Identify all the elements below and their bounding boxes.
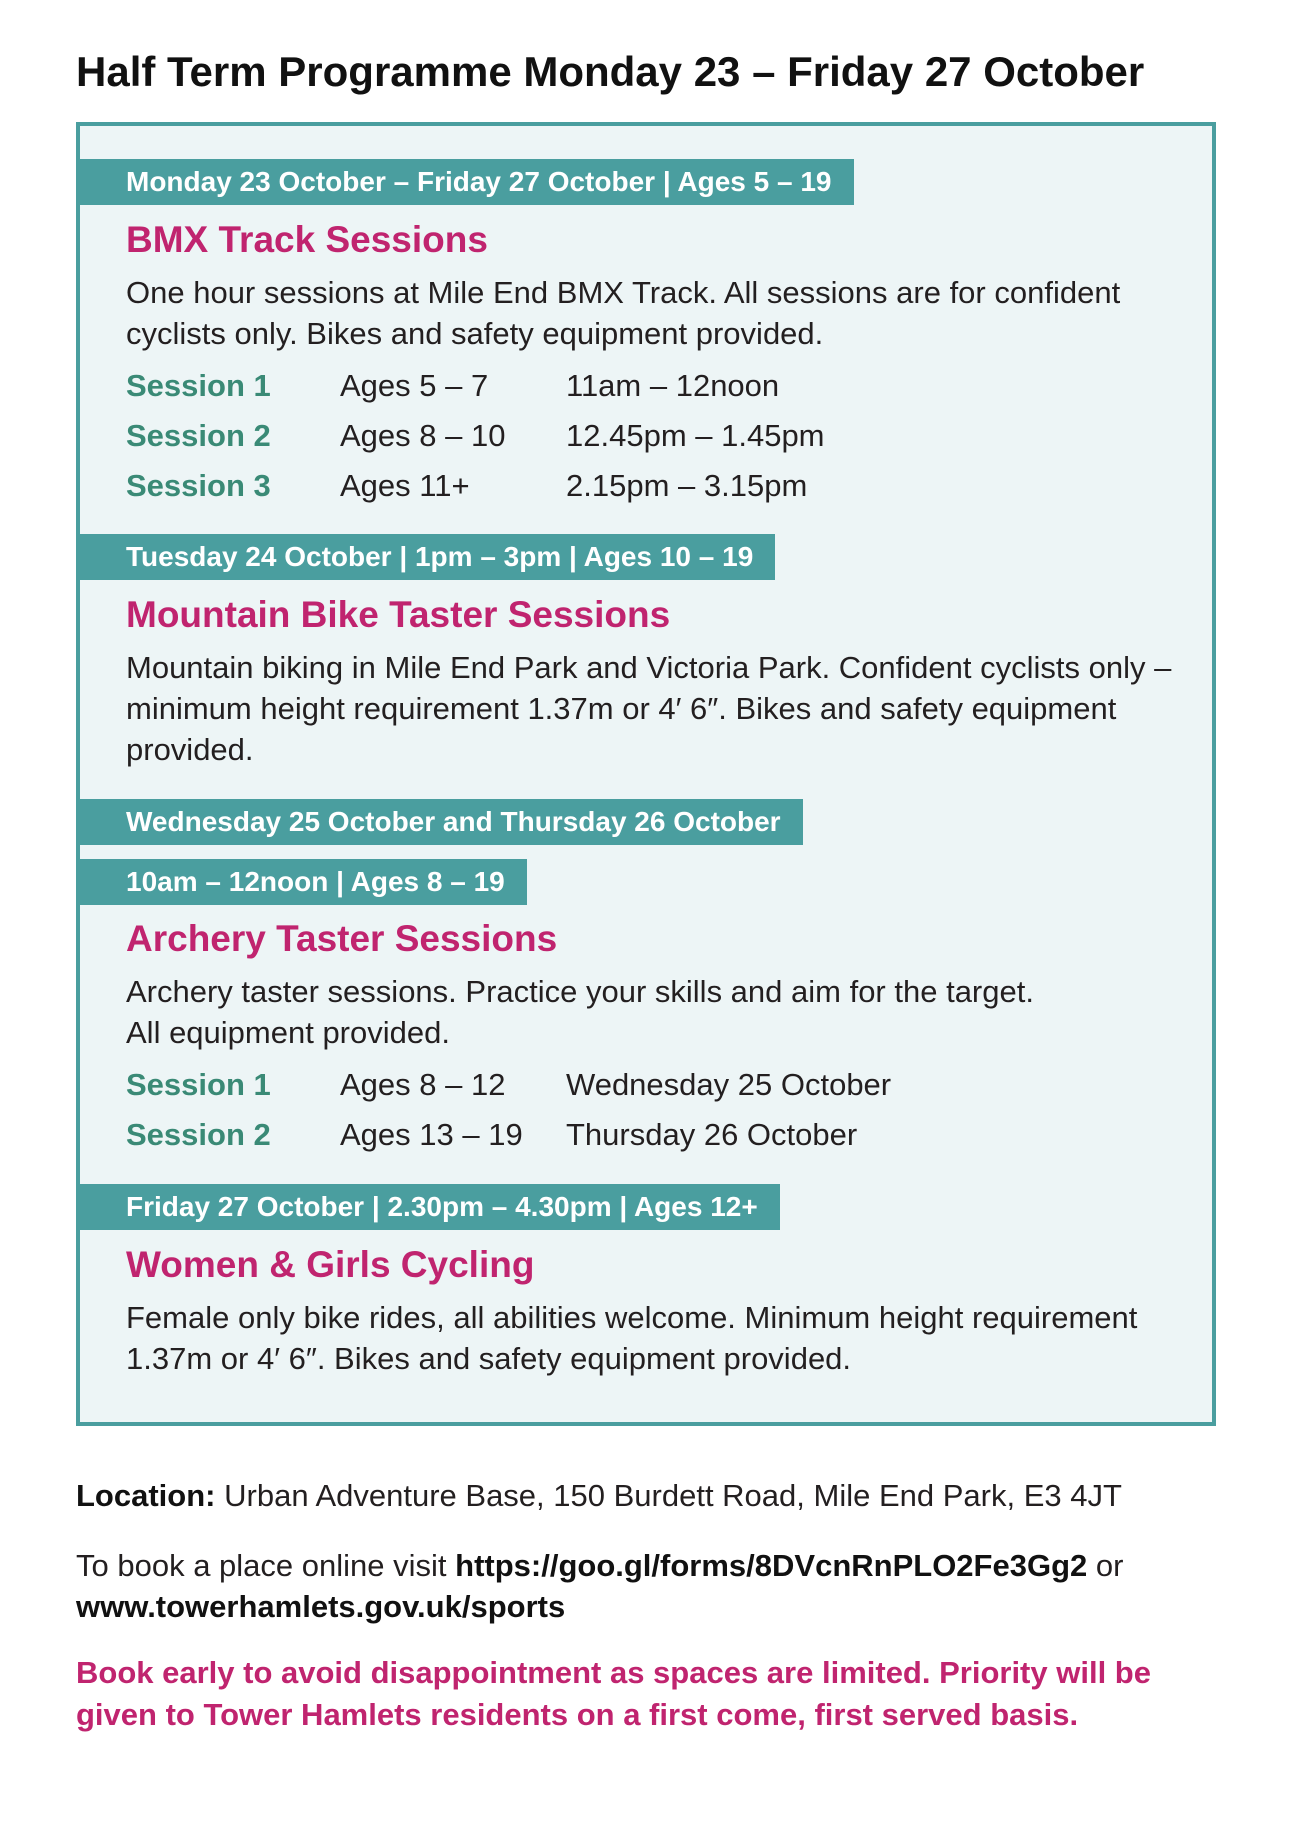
booking-line bbox=[76, 1545, 1123, 1587]
archery-session-row bbox=[126, 1112, 1126, 1158]
programme-box bbox=[76, 122, 1216, 1426]
location-line bbox=[76, 1475, 1122, 1517]
booking-form-link[interactable]: https://goo.gl/forms/8DVcnRnPLO2Fe3Gg2 bbox=[455, 1548, 1088, 1583]
bmx-description: One hour sessions at Mile End BMX Track. All sessions are for confident cyclists only. Bikes and safety equipment provided. bbox=[126, 275, 1121, 351]
bmx-session-row bbox=[126, 463, 1126, 509]
mtb-description: Mountain biking in Mile End Park and Victoria Park. Confident cyclists only – minimum height requirement 1.37m or 4′ 6″. Bikes and safety equipment provided. bbox=[126, 650, 1172, 767]
session-ages: Ages 8 – 12 bbox=[340, 1067, 506, 1102]
session-time: 11am – 12noon bbox=[566, 368, 780, 403]
session-label: Session 1 bbox=[126, 1067, 271, 1102]
location-label: Location: bbox=[76, 1478, 216, 1513]
women-date-banner: Friday 27 October | 2.30pm – 4.30pm | Ages 12+ bbox=[80, 1184, 780, 1230]
booking-line-2 bbox=[76, 1586, 565, 1628]
priority-notice: Book early to avoid disappointment as spaces are limited. Priority will be given to Tower Hamlets residents on a first come, first served basis. bbox=[76, 1655, 1151, 1732]
session-label: Session 2 bbox=[126, 1117, 271, 1152]
session-ages: Ages 13 – 19 bbox=[340, 1117, 523, 1152]
session-label: Session 3 bbox=[126, 468, 271, 503]
archery-description-line: Archery taster sessions. Practice your skills and aim for the target. bbox=[126, 974, 1034, 1009]
session-ages: Ages 5 – 7 bbox=[340, 368, 489, 403]
session-day: Wednesday 25 October bbox=[566, 1067, 892, 1102]
bmx-session-row bbox=[126, 363, 1126, 409]
session-label: Session 1 bbox=[126, 368, 271, 403]
archery-session-row bbox=[126, 1062, 1126, 1108]
session-day: Thursday 26 October bbox=[566, 1117, 858, 1152]
mtb-heading: Mountain Bike Taster Sessions bbox=[126, 594, 671, 635]
archery-time-banner: 10am – 12noon | Ages 8 – 19 bbox=[80, 859, 527, 905]
session-time: 2.15pm – 3.15pm bbox=[566, 468, 808, 503]
page-title: Half Term Programme Monday 23 – Friday 27 October bbox=[76, 48, 1145, 95]
session-label: Session 2 bbox=[126, 418, 271, 453]
location-value: Urban Adventure Base, 150 Burdett Road, Mile End Park, E3 4JT bbox=[224, 1478, 1122, 1513]
bmx-heading: BMX Track Sessions bbox=[126, 219, 488, 260]
bmx-session-row bbox=[126, 413, 1126, 459]
bmx-date-banner: Monday 23 October – Friday 27 October | Ages 5 – 19 bbox=[80, 159, 854, 205]
archery-heading: Archery Taster Sessions bbox=[126, 918, 558, 959]
women-heading: Women & Girls Cycling bbox=[126, 1244, 535, 1285]
session-ages: Ages 11+ bbox=[340, 468, 470, 503]
women-description: Female only bike rides, all abilities welcome. Minimum height requirement 1.37m or 4′ 6″. Bikes and safety equipment provided. bbox=[126, 1300, 1138, 1376]
archery-description-line: All equipment provided. bbox=[126, 1015, 450, 1050]
archery-description bbox=[126, 971, 1196, 1053]
mtb-date-banner: Tuesday 24 October | 1pm – 3pm | Ages 10 – 19 bbox=[80, 534, 775, 580]
archery-date-banner: Wednesday 25 October and Thursday 26 October bbox=[80, 799, 803, 845]
session-time: 12.45pm – 1.45pm bbox=[566, 418, 825, 453]
booking-or: or bbox=[1095, 1548, 1124, 1583]
session-ages: Ages 8 – 10 bbox=[340, 418, 506, 453]
booking-prefix: To book a place online visit bbox=[76, 1548, 447, 1583]
sports-website-link[interactable]: www.towerhamlets.gov.uk/sports bbox=[76, 1589, 566, 1624]
